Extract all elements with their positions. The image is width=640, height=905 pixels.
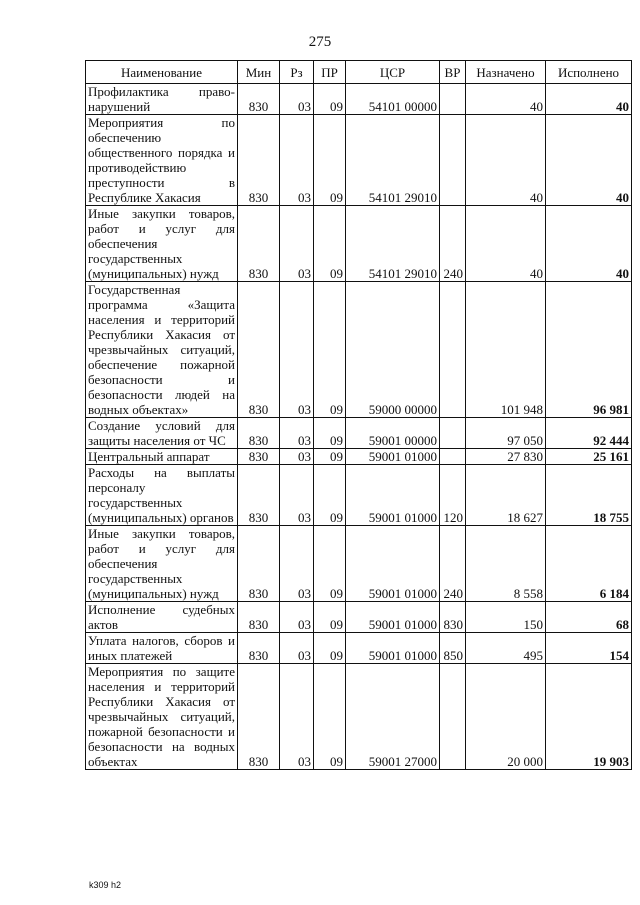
- row-pr: 09: [314, 526, 346, 602]
- row-executed: 92 444: [546, 418, 632, 449]
- row-vr: 240: [440, 206, 466, 282]
- row-executed: 40: [546, 115, 632, 206]
- table-row: [86, 526, 632, 602]
- row-executed: 6 184: [546, 526, 632, 602]
- row-rz: 03: [280, 465, 314, 526]
- row-assigned: 27 830: [466, 449, 546, 465]
- row-pr: 09: [314, 465, 346, 526]
- footer-code: k309 h2: [89, 880, 122, 890]
- row-pr: 09: [314, 206, 346, 282]
- table-row: [86, 206, 632, 282]
- table-row: [86, 664, 632, 770]
- header-pr: ПР: [314, 61, 346, 84]
- header-min: Мин: [238, 61, 280, 84]
- row-csr: 59001 01000: [346, 449, 440, 465]
- row-vr: [440, 84, 466, 115]
- row-min: 830: [238, 84, 280, 115]
- row-pr: 09: [314, 664, 346, 770]
- row-name: Расходы на выплаты персоналу государственных (муниципальных) органов: [86, 465, 238, 526]
- row-executed: 68: [546, 602, 632, 633]
- row-name: Иные закупки товаров, работ и услуг для обеспечения государственных (муниципальных) нужд: [86, 526, 238, 602]
- row-name: Мероприятия по обеспечению общественного порядка и противодействию преступности в Республике Хакасия: [86, 115, 238, 206]
- table-row: [86, 418, 632, 449]
- row-vr: [440, 282, 466, 418]
- row-pr: 09: [314, 449, 346, 465]
- row-min: 830: [238, 526, 280, 602]
- row-rz: 03: [280, 115, 314, 206]
- row-name: Мероприятия по защите населения и территорий Республики Хакасия от чрезвычайных ситуаций, пожарной безопасности и безопасности на водных объектах: [86, 664, 238, 770]
- row-csr: 59001 01000: [346, 602, 440, 633]
- row-csr: 59001 01000: [346, 465, 440, 526]
- row-min: 830: [238, 664, 280, 770]
- row-pr: 09: [314, 633, 346, 664]
- row-executed: 40: [546, 84, 632, 115]
- row-rz: 03: [280, 664, 314, 770]
- row-min: 830: [238, 282, 280, 418]
- row-csr: 59000 00000: [346, 282, 440, 418]
- header-vr: ВР: [440, 61, 466, 84]
- row-csr: 54101 00000: [346, 84, 440, 115]
- row-csr: 59001 01000: [346, 526, 440, 602]
- row-name: Создание условий для защиты населения от ЧС: [86, 418, 238, 449]
- row-min: 830: [238, 449, 280, 465]
- row-pr: 09: [314, 602, 346, 633]
- row-pr: 09: [314, 84, 346, 115]
- row-assigned: 101 948: [466, 282, 546, 418]
- table-row: [86, 449, 632, 465]
- row-name: Исполнение судебных актов: [86, 602, 238, 633]
- row-assigned: 495: [466, 633, 546, 664]
- row-name: Иные закупки товаров, работ и услуг для обеспечения государственных (муниципальных) нужд: [86, 206, 238, 282]
- header-csr: ЦСР: [346, 61, 440, 84]
- row-rz: 03: [280, 602, 314, 633]
- row-pr: 09: [314, 418, 346, 449]
- row-vr: [440, 449, 466, 465]
- row-name: Уплата налогов, сборов и иных платежей: [86, 633, 238, 664]
- table-row: [86, 84, 632, 115]
- row-vr: [440, 664, 466, 770]
- header-row: [86, 61, 632, 84]
- table-row: [86, 602, 632, 633]
- table-row: [86, 465, 632, 526]
- row-pr: 09: [314, 282, 346, 418]
- row-csr: 54101 29010: [346, 206, 440, 282]
- row-name: Профилактика право-нарушений: [86, 84, 238, 115]
- row-min: 830: [238, 418, 280, 449]
- row-rz: 03: [280, 633, 314, 664]
- header-rz: Рз: [280, 61, 314, 84]
- row-name: Центральный аппарат: [86, 449, 238, 465]
- row-vr: 850: [440, 633, 466, 664]
- row-min: 830: [238, 465, 280, 526]
- row-executed: 96 981: [546, 282, 632, 418]
- row-vr: 240: [440, 526, 466, 602]
- row-pr: 09: [314, 115, 346, 206]
- table-row: [86, 633, 632, 664]
- row-assigned: 20 000: [466, 664, 546, 770]
- header-assigned: Назначено: [466, 61, 546, 84]
- row-executed: 40: [546, 206, 632, 282]
- row-executed: 18 755: [546, 465, 632, 526]
- row-vr: 830: [440, 602, 466, 633]
- header-executed: Исполнено: [546, 61, 632, 84]
- row-csr: 54101 29010: [346, 115, 440, 206]
- header-name: Наименование: [86, 61, 238, 84]
- row-assigned: 150: [466, 602, 546, 633]
- table-row: [86, 115, 632, 206]
- row-executed: 25 161: [546, 449, 632, 465]
- row-assigned: 18 627: [466, 465, 546, 526]
- row-min: 830: [238, 602, 280, 633]
- row-csr: 59001 00000: [346, 418, 440, 449]
- row-rz: 03: [280, 449, 314, 465]
- row-rz: 03: [280, 206, 314, 282]
- row-csr: 59001 27000: [346, 664, 440, 770]
- row-min: 830: [238, 206, 280, 282]
- row-assigned: 8 558: [466, 526, 546, 602]
- row-executed: 154: [546, 633, 632, 664]
- row-min: 830: [238, 115, 280, 206]
- row-vr: 120: [440, 465, 466, 526]
- row-executed: 19 903: [546, 664, 632, 770]
- row-rz: 03: [280, 418, 314, 449]
- row-assigned: 40: [466, 206, 546, 282]
- table-row: [86, 282, 632, 418]
- row-csr: 59001 01000: [346, 633, 440, 664]
- row-assigned: 40: [466, 84, 546, 115]
- row-vr: [440, 115, 466, 206]
- row-name: Государственная программа «Защита населения и территорий Республики Хакасия от чрезвычайных ситуаций, обеспечение пожарной безопасности и безопасности людей на водных объектах»: [86, 282, 238, 418]
- budget-table: [85, 60, 632, 770]
- row-assigned: 40: [466, 115, 546, 206]
- row-min: 830: [238, 633, 280, 664]
- row-rz: 03: [280, 282, 314, 418]
- row-assigned: 97 050: [466, 418, 546, 449]
- page-number: 275: [308, 34, 332, 50]
- row-rz: 03: [280, 84, 314, 115]
- row-rz: 03: [280, 526, 314, 602]
- row-vr: [440, 418, 466, 449]
